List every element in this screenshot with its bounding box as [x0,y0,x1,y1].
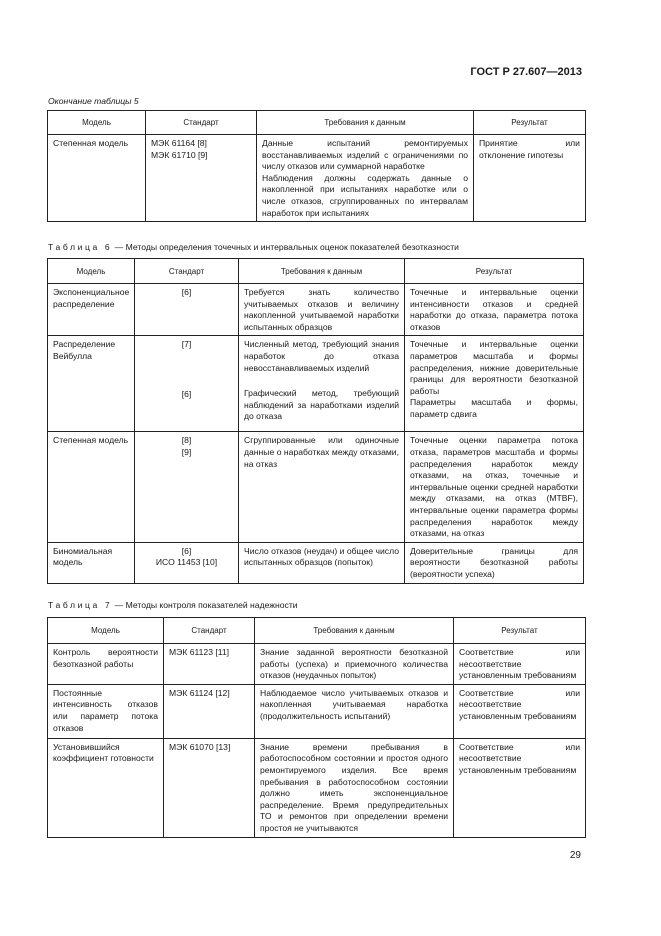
column-header: Требования к данным [255,618,454,644]
table-row [48,644,586,685]
result-paragraph: Точечные и интервальные оценки параметров масштаба и формы распределения, нижние доверительные границы для вероятности безотказной работы [410,339,578,396]
table7-header-row [48,618,586,644]
cell-result: Соответствие или несоответствие установленным требованиям [454,738,586,837]
cell-result [405,336,584,432]
table5-header-row [48,111,586,135]
cell-requirements: Данные испытаний ремонтируемых восстанавливаемых изделий с ограничениями по числу отказов или суммарной наработке Наблюдения должны содержать данные о накопленной при испытаниях наработке или о числе отказов, сгруппированных по интервалам наработок при испытаниях [257,135,474,222]
table7-caption [48,600,298,610]
table-row [48,336,584,432]
column-header: Результат [454,618,586,644]
cell-requirements: Требуется знать количество учитываемых отказов и величину накопленной учитываемой наработки испытанных образцов [239,284,405,336]
requirements-paragraph: Численный метод, требующий знания наработок до отказа невосстанавливаемых изделий [244,339,399,373]
cell-model: Контроль вероятности безотказной работы [48,644,164,685]
column-header: Результат [474,111,586,135]
cell-result: Соответствие или несоответствие установленным требованиям [454,684,586,738]
cell-standard: [6] ИСО 11453 [10] [135,542,239,583]
cell-standard: МЭК 61124 [12] [164,684,255,738]
column-header: Модель [48,111,146,135]
cell-requirements: Сгруппированные или одиночные данные о наработках между отказами, на отказ [239,432,405,542]
table6-caption [48,242,459,252]
table5 [47,110,586,222]
result-paragraph: Параметры масштаба и формы, параметр сдвига [410,397,578,419]
table-row [48,135,586,222]
cell-standard: МЭК 61123 [11] [164,644,255,685]
table5-caption: Окончание таблицы 5 [48,96,139,106]
requirements-paragraph: Графический метод, требующий наблюдений за наработками изделий до отказа [244,388,399,422]
cell-requirements [239,336,405,432]
cell-model: Степенная модель [48,432,135,542]
cell-result: Соответствие или несоответствие установленным требованиям [454,644,586,685]
column-header: Стандарт [135,259,239,284]
cell-requirements: Число отказов (неудач) и общее число испытанных образцов (попыток) [239,542,405,583]
column-header: Модель [48,259,135,284]
table-row [48,684,586,738]
cell-model: Степенная модель [48,135,146,222]
cell-result: Доверительные границы для вероятности безотказной работы (вероятности успеха) [405,542,584,583]
column-header: Требования к данным [239,259,405,284]
standard-line: [7] [181,339,192,350]
table6-caption-label: Таблица 6 [48,242,113,252]
cell-result: Точечные оценки параметра потока отказа, параметров масштаба и формы распределения наработок между отказами, на отказ, точечные и интервальные оценки средней наработки между отказами, на отказ (MTBF), интервальные оценки параметра формы распределения наработок между отказами, на отказ [405,432,584,542]
column-header: Результат [405,259,584,284]
cell-result: Точечные и интервальные оценки интенсивности отказов и средней наработки до отказа, параметра потока отказов [405,284,584,336]
standard-line: [6] [181,388,192,399]
table7-caption-label: Таблица 7 [48,600,113,610]
cell-model: Биномиальная модель [48,542,135,583]
cell-model: Установившийся коэффициент готовности [48,738,164,837]
table7 [47,617,586,838]
column-header: Требования к данным [257,111,474,135]
table6-caption-text: — Методы определения точечных и интервальных оценок показателей безотказности [112,242,459,252]
cell-requirements: Знание заданной вероятности безотказной работы (успеха) и приемочного количества отказов (неудачных попыток) [255,644,454,685]
column-header: Стандарт [146,111,257,135]
cell-model: Распределение Вейбулла [48,336,135,432]
page-number: 29 [569,850,581,861]
table6 [47,258,584,584]
cell-standard: МЭК 61164 [8] МЭК 61710 [9] [146,135,257,222]
column-header: Стандарт [164,618,255,644]
document-header: ГОСТ Р 27.607—2013 [470,66,582,78]
table6-header-row [48,259,584,284]
cell-standard: [8] [9] [135,432,239,542]
cell-requirements: Наблюдаемое число учитываемых отказов и накопленная учитываемая наработка (продолжительность испытаний) [255,684,454,738]
cell-result: Принятие или отклонение гипотезы [474,135,586,222]
cell-requirements: Знание времени пребывания в работоспособном состоянии и простоя одного ремонтируемого изделия. Все время пребывания в работоспособном состоянии должно иметь экспоненциальное распределение. Время предупредительных ТО и ремонтов при определении времени простоя не учитываются [255,738,454,837]
cell-model: Постоянные интенсивность отказов или параметр потока отказов [48,684,164,738]
table-row [48,738,586,837]
cell-standard: [6] [135,284,239,336]
column-header: Модель [48,618,164,644]
table-row [48,432,584,542]
cell-standard [135,336,239,432]
table-row [48,284,584,336]
cell-model: Экспоненциальное распределение [48,284,135,336]
table7-caption-text: — Методы контроля показателей надежности [112,600,298,610]
cell-standard: МЭК 61070 [13] [164,738,255,837]
table-row [48,542,584,583]
